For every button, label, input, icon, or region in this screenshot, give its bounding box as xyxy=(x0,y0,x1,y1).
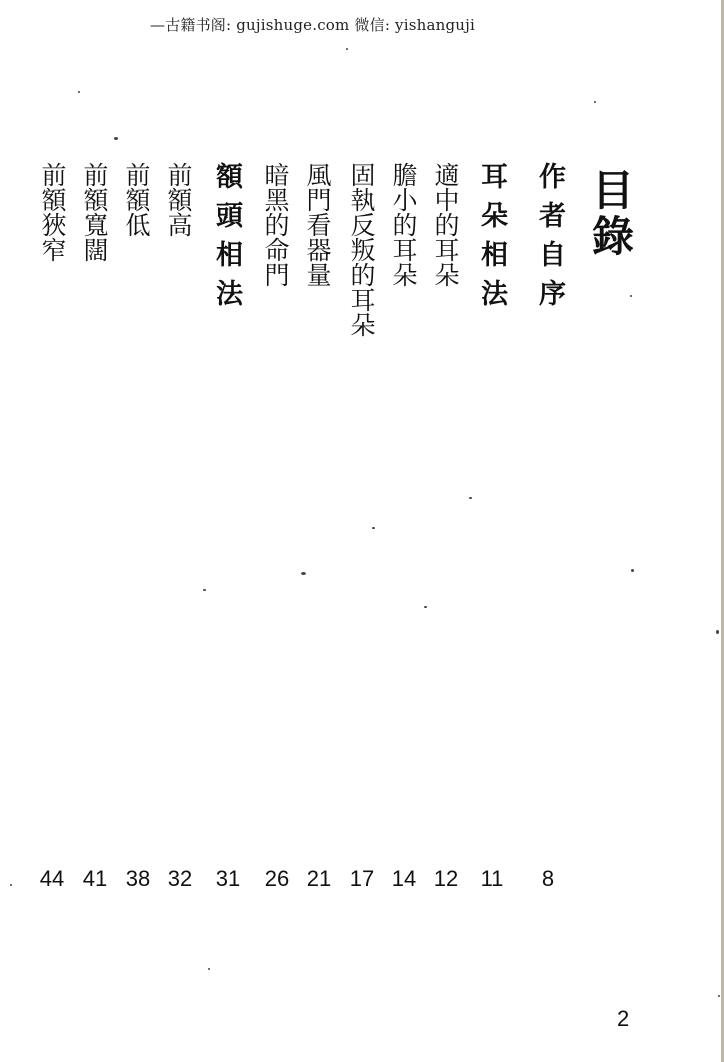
toc-page-number: 17 xyxy=(349,866,375,891)
scan-speck xyxy=(716,630,719,634)
watermark-text: —古籍书阁: gujishuge.com 微信: yishanguji xyxy=(150,16,475,34)
toc-page-number: 32 xyxy=(167,866,193,891)
scan-speck xyxy=(469,497,472,499)
toc-entry-stubborn-ears: 固執反叛的耳朵 xyxy=(347,162,376,337)
scan-speck xyxy=(208,968,210,970)
toc-entry-preface: 作者自序 xyxy=(534,162,565,318)
scan-speck xyxy=(301,572,306,575)
toc-entry-wide-forehead: 前額寬闊 xyxy=(80,162,109,262)
toc-entry-moderate-ears: 適中的耳朵 xyxy=(431,162,460,287)
scan-speck xyxy=(346,48,348,50)
toc-entry-forehead-reading: 額頭相法 xyxy=(211,162,242,318)
toc-title: 目錄 xyxy=(586,168,635,260)
toc-entry-narrow-forehead: 前額狹窄 xyxy=(38,162,67,262)
toc-page-number: 8 xyxy=(541,866,555,891)
scan-speck xyxy=(718,995,720,997)
toc-page-number: 11 xyxy=(480,866,504,891)
toc-entry-ear-reading: 耳朵相法 xyxy=(476,162,507,318)
toc-entry-low-forehead: 前額低 xyxy=(122,162,151,237)
toc-entry-high-forehead: 前額高 xyxy=(164,162,193,237)
scan-speck xyxy=(114,137,118,140)
toc-page-number: 44 xyxy=(39,866,65,891)
toc-page-number: 38 xyxy=(125,866,151,891)
toc-entry-timid-ears: 膽小的耳朵 xyxy=(389,162,418,287)
toc-page-number: 21 xyxy=(306,866,332,891)
scan-speck xyxy=(372,527,375,529)
toc-entry-dark-life-gate: 暗黑的命門 xyxy=(261,162,290,287)
scan-speck xyxy=(203,589,206,591)
page-number: 2 xyxy=(617,1006,630,1031)
scan-speck xyxy=(10,884,12,886)
toc-page-number: 26 xyxy=(264,866,290,891)
toc-page-number: 31 xyxy=(215,866,241,891)
scan-speck xyxy=(594,101,596,103)
toc-page-number: 41 xyxy=(82,866,108,891)
toc-entry-wind-gate: 風門看器量 xyxy=(303,162,332,287)
toc-page-number: 14 xyxy=(391,866,417,891)
scan-speck xyxy=(78,91,80,93)
scan-speck xyxy=(630,295,632,297)
scan-speck xyxy=(424,606,427,608)
scan-speck xyxy=(631,569,634,572)
toc-page-number: 12 xyxy=(433,866,459,891)
